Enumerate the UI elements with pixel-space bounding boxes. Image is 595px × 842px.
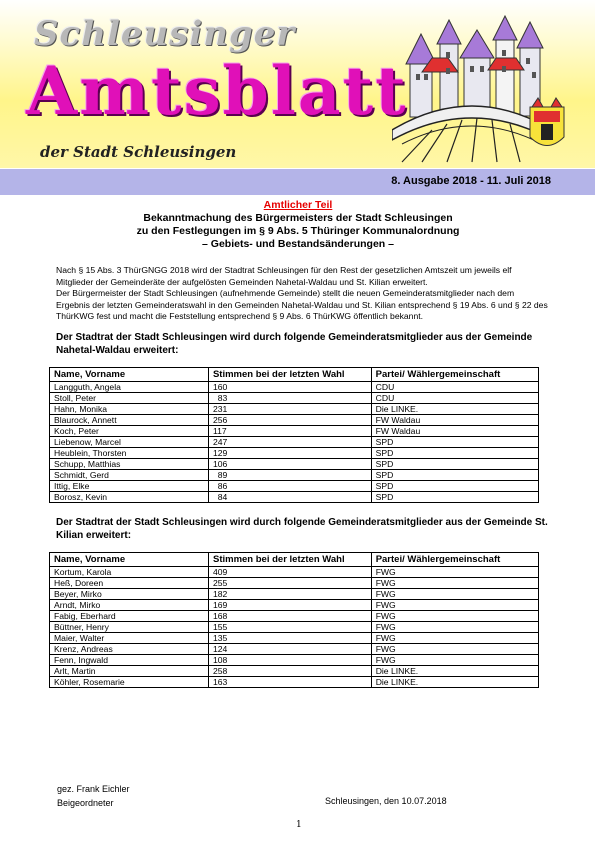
cell-party: FWG [371,643,538,654]
town-skyline-logo [392,12,567,164]
col-header-name: Name, Vorname [50,552,209,566]
table-body [50,381,539,502]
cell-votes: 169 [208,599,371,610]
cell-votes: 160 [208,381,371,392]
cell-party: FWG [371,566,538,577]
cell-party: CDU [371,392,538,403]
table-row [50,392,539,403]
cell-party: FWG [371,654,538,665]
cell-votes: 89 [208,469,371,480]
members-table-nahetal-waldau [49,367,539,503]
col-header-name: Name, Vorname [50,367,209,381]
table-row [50,403,539,414]
cell-name: Beyer, Mirko [50,588,209,599]
masthead-title-main: Amtsblatt [26,52,408,130]
cell-name: Schupp, Matthias [50,458,209,469]
cell-votes: 182 [208,588,371,599]
col-header-party: Partei/ Wählergemeinschaft [371,552,538,566]
intro-paragraph-1: Nach § 15 Abs. 3 ThürGNGG 2018 wird der Stadtrat Schleusingen für den Rest der gesetzlichen Amtszeit um jeweils elf Mitglieder der Gemeinderäte der aufgelösten Gemeinden Nahetal-Waldau und St. Kilian erweitert. [56,265,512,287]
cell-name: Arndt, Mirko [50,599,209,610]
table-row [50,599,539,610]
masthead-title-top: Schleusinger [34,14,296,54]
cell-party: FWG [371,610,538,621]
cell-votes: 409 [208,566,371,577]
cell-name: Ittig, Elke [50,480,209,491]
cell-name: Hahn, Monika [50,403,209,414]
table-row [50,381,539,392]
table-row [50,610,539,621]
cell-name: Krenz, Andreas [50,643,209,654]
cell-party: SPD [371,491,538,502]
cell-party: FW Waldau [371,414,538,425]
cell-votes: 106 [208,458,371,469]
cell-party: SPD [371,447,538,458]
cell-party: CDU [371,381,538,392]
cell-name: Langguth, Angela [50,381,209,392]
table-header-row [50,367,539,381]
intro-paragraph-2: Der Bürgermeister der Stadt Schleusingen (aufnehmende Gemeinde) stellt die neuen Gemeinderatsmitglieder nach dem Ergebnis der letzten Gemeinderatswahl in den Gemeinden Nahetal-Waldau und St. Kilian entsprechend § 19 Abs. 6 und § 22 des ThürKWG fest und macht die Feststellung entsprechend § 9 Abs. 6 ThürKWG öffentlich bekannt. [56,288,548,321]
cell-party: FWG [371,588,538,599]
cell-party: Die LINKE. [371,676,538,687]
cell-votes: 168 [208,610,371,621]
section-2-heading: Der Stadtrat der Stadt Schleusingen wird durch folgende Gemeinderatsmitglieder aus der Gemeinde St. Kilian erweitert: [56,516,548,541]
cell-votes: 256 [208,414,371,425]
signature-block [57,782,130,810]
cell-party: FWG [371,621,538,632]
cell-name: Kortum, Karola [50,566,209,577]
headline-line-3: – Gebiets- und Bestandsänderungen – [202,238,394,250]
cell-party: FW Waldau [371,425,538,436]
table-row [50,632,539,643]
cell-name: Schmidt, Gerd [50,469,209,480]
table-row [50,643,539,654]
cell-votes: 124 [208,643,371,654]
cell-votes: 83 [208,392,371,403]
cell-name: Heß, Doreen [50,577,209,588]
table-row [50,588,539,599]
cell-name: Büttner, Henry [50,621,209,632]
members-table-st-kilian [49,552,539,688]
col-header-votes: Stimmen bei der letzten Wahl [208,367,371,381]
table-row [50,414,539,425]
page-number: 1 [296,820,302,830]
table-row [50,621,539,632]
cell-party: SPD [371,436,538,447]
cell-name: Arlt, Martin [50,665,209,676]
cell-name: Köhler, Rosemarie [50,676,209,687]
cell-votes: 258 [208,665,371,676]
table-row [50,425,539,436]
cell-name: Maier, Walter [50,632,209,643]
col-header-party: Partei/ Wählergemeinschaft [371,367,538,381]
issue-date: 8. Ausgabe 2018 - 11. Juli 2018 [391,175,551,187]
cell-party: FWG [371,599,538,610]
table-row [50,566,539,577]
section-1-heading: Der Stadtrat der Stadt Schleusingen wird durch folgende Gemeinderatsmitglieder aus der Gemeinde Nahetal-Waldau erweitert: [56,331,533,356]
cell-votes: 84 [208,491,371,502]
headline-line-2: zu den Festlegungen im § 9 Abs. 5 Thüringer Kommunalordnung [136,225,460,237]
cell-party: SPD [371,480,538,491]
table-row [50,458,539,469]
section-label: Amtlicher Teil [263,199,333,211]
cell-votes: 129 [208,447,371,458]
masthead [0,0,595,168]
cell-votes: 86 [208,480,371,491]
place-date: Schleusingen, den 10.07.2018 [325,796,447,806]
table-body [50,566,539,687]
cell-party: SPD [371,469,538,480]
cell-party: FWG [371,632,538,643]
table-row [50,665,539,676]
cell-name: Liebenow, Marcel [50,436,209,447]
col-header-votes: Stimmen bei der letzten Wahl [208,552,371,566]
cell-party: FWG [371,577,538,588]
table-row [50,577,539,588]
issue-bar [0,169,595,195]
cell-party: SPD [371,458,538,469]
table-row [50,676,539,687]
cell-name: Blaurock, Annett [50,414,209,425]
signature-name: gez. Frank Eichler [57,784,130,794]
cell-votes: 155 [208,621,371,632]
table-header-row [50,552,539,566]
table-row [50,436,539,447]
cell-name: Fabig, Eberhard [50,610,209,621]
intro-text [56,265,548,323]
cell-votes: 163 [208,676,371,687]
content [48,199,548,688]
cell-name: Borosz, Kevin [50,491,209,502]
headline-line-1: Bekanntmachung des Bürgermeisters der Stadt Schleusingen [143,212,453,224]
cell-name: Fenn, Ingwald [50,654,209,665]
cell-votes: 135 [208,632,371,643]
table-row [50,654,539,665]
cell-name: Stoll, Peter [50,392,209,403]
masthead-subtitle: der Stadt Schleusingen [40,143,237,161]
table-row [50,480,539,491]
cell-votes: 247 [208,436,371,447]
cell-name: Koch, Peter [50,425,209,436]
cell-votes: 117 [208,425,371,436]
cell-party: Die LINKE. [371,403,538,414]
cell-name: Heublein, Thorsten [50,447,209,458]
table-row [50,469,539,480]
table-row [50,447,539,458]
cell-votes: 255 [208,577,371,588]
cell-votes: 108 [208,654,371,665]
signature-role: Beigeordneter [57,798,114,808]
cell-party: Die LINKE. [371,665,538,676]
table-row [50,491,539,502]
cell-votes: 231 [208,403,371,414]
